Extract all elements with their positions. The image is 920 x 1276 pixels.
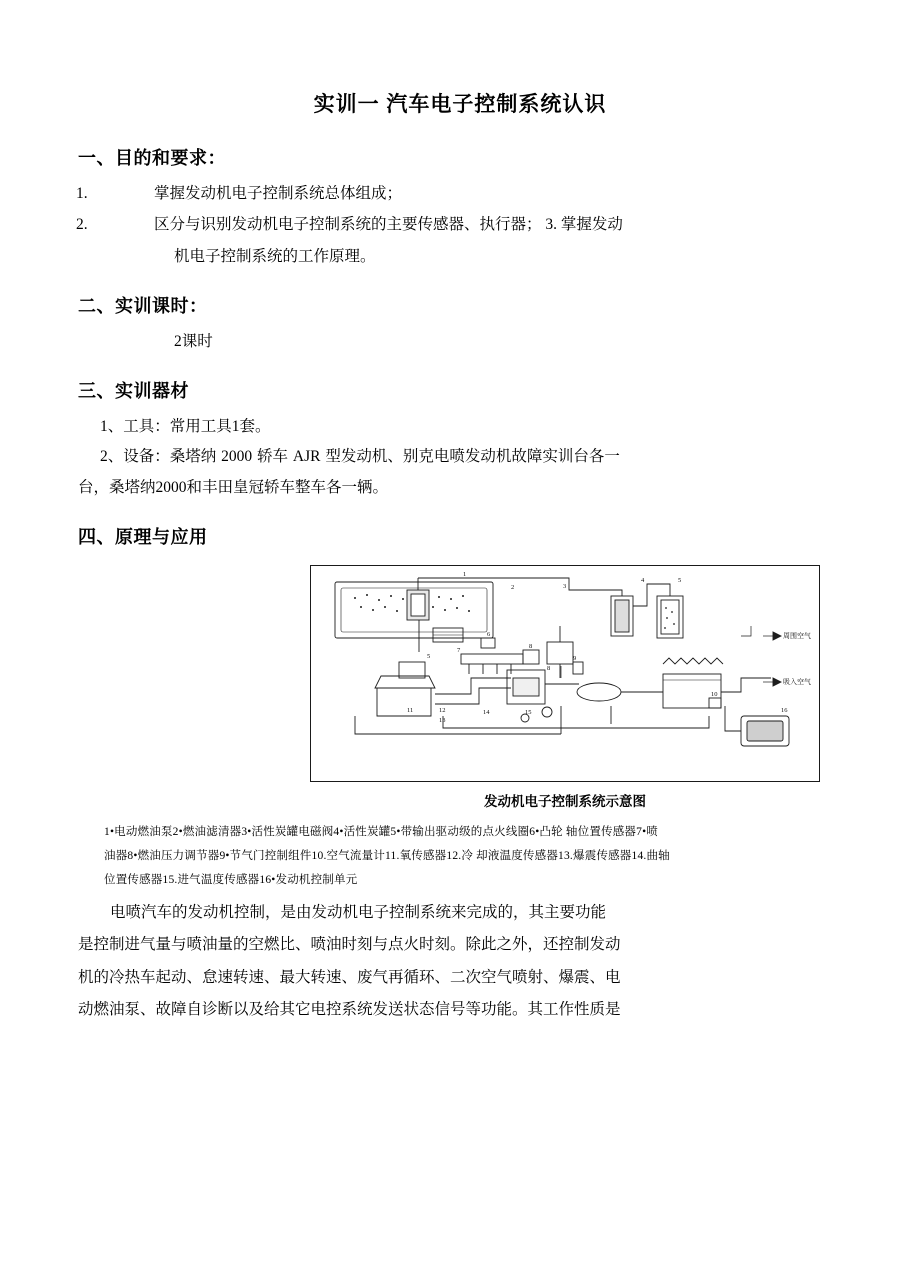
- equipment-line-3: 台，桑塔纳2000和丰田皇冠轿车整车各一辆。: [78, 479, 389, 497]
- svg-text:5: 5: [427, 652, 431, 660]
- equipment-line-1: 1、工具：常用工具1套。: [100, 417, 271, 435]
- figure-caption: 发动机电子控制系统示意图: [484, 793, 646, 809]
- svg-text:3: 3: [563, 582, 567, 590]
- equipment-line-2: 2、设备：桑塔纳 2000 轿车 AJR 型发动机、别克电喷发动机故障实训台各一: [100, 448, 620, 466]
- hours-value: 2课时: [174, 333, 213, 351]
- legend-line: 1•电动燃油泵2•燃油滤清器3•活性炭罐电磁阀4•活性炭罐5•带输出驱动级的点火线圈6•凸轮 轴位置传感器7•喷: [104, 825, 659, 838]
- svg-text:1: 1: [463, 570, 467, 578]
- figure-callout-intake-air: 吸入空气: [783, 678, 811, 686]
- svg-text:5: 5: [678, 576, 682, 584]
- svg-text:7: 7: [457, 646, 461, 654]
- svg-text:14: 14: [483, 708, 490, 716]
- objectives-list: [78, 180, 842, 239]
- svg-text:9: 9: [573, 654, 577, 662]
- figure-legend: [104, 820, 816, 892]
- svg-text:8: 8: [547, 664, 551, 672]
- objectives-continuation: 机电子控制系统的工作原理。: [174, 248, 376, 266]
- figure-callout-surround-air: 周围空气: [783, 632, 811, 640]
- body-paragraph-line-3: 机的冷热车起动、怠速转速、最大转速、废气再循环、二次空气喷射、爆震、电: [78, 968, 621, 986]
- svg-text:10: 10: [711, 690, 718, 698]
- legend-line: 油器8•燃油压力调节器9•节气门控制组件10.空气流量计11.氧传感器12.冷 却液温度传感器13.爆震传感器14.曲轴: [104, 849, 670, 862]
- svg-text:13: 13: [439, 716, 446, 724]
- svg-text:6: 6: [487, 630, 491, 638]
- body-paragraph-line-1: 电喷汽车的发动机控制，是由发动机电子控制系统来完成的，其主要功能: [110, 904, 607, 922]
- list-text: 区分与识别发动机电子控制系统的主要传感器、执行器； 3. 掌握发动: [154, 215, 623, 233]
- list-number: 1.: [76, 185, 88, 202]
- svg-text:4: 4: [641, 576, 645, 584]
- figure-diagram: [310, 565, 820, 782]
- legend-line: 位置传感器15.进气温度传感器16•发动机控制单元: [104, 873, 358, 886]
- svg-text:16: 16: [781, 706, 788, 714]
- body-paragraph-line-4: 动燃油泵、故障自诊断以及给其它电控系统发送状态信号等功能。其工作性质是: [78, 1000, 621, 1018]
- body-paragraph-line-2: 是控制进气量与喷油量的空燃比、喷油时刻与点火时刻。除此之外，还控制发动: [78, 936, 621, 954]
- section-heading-equipment: 三、实训器材: [78, 380, 189, 401]
- svg-text:11: 11: [407, 706, 414, 714]
- list-item: [78, 180, 842, 209]
- svg-text:12: 12: [439, 706, 446, 714]
- engine-control-system-schematic: [311, 566, 819, 781]
- section-heading-hours: 二、实训课时：: [78, 296, 208, 317]
- list-item: [78, 211, 842, 240]
- svg-text:8: 8: [529, 642, 533, 650]
- svg-text:2: 2: [511, 583, 515, 591]
- figure: [78, 565, 842, 810]
- section-heading-principle: 四、原理与应用: [78, 526, 208, 547]
- page-title: 实训一 汽车电子控制系统认识: [313, 93, 607, 116]
- section-heading-objectives: 一、目的和要求：: [78, 148, 226, 168]
- list-number: 2.: [76, 215, 88, 233]
- list-text: 掌握发动机电子控制系统总体组成；: [154, 185, 403, 202]
- svg-text:15: 15: [525, 708, 532, 716]
